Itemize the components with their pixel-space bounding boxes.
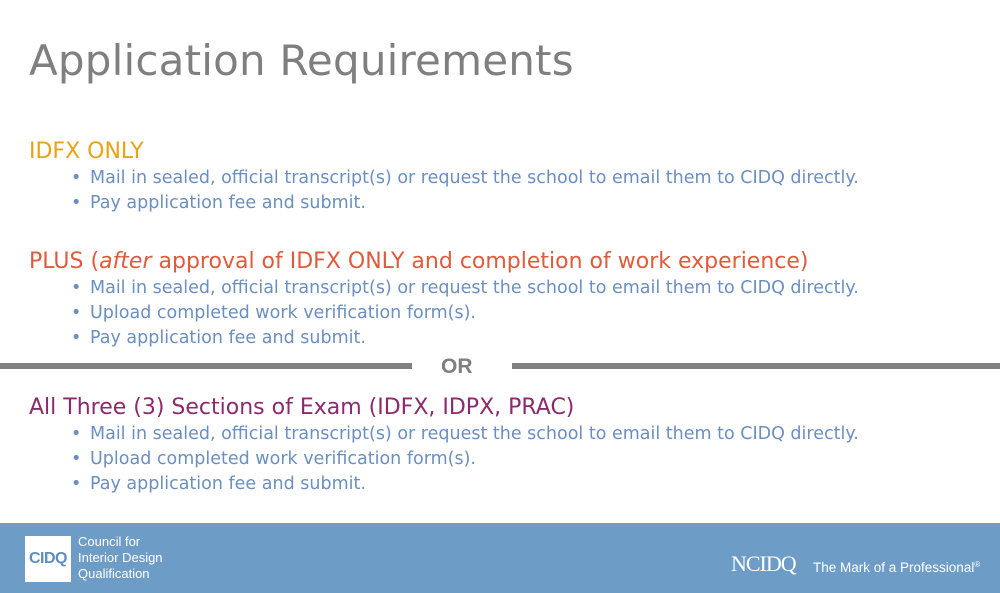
divider-line-right <box>512 363 1000 369</box>
page-title: Application Requirements <box>29 36 574 85</box>
footer-bar <box>0 523 1000 593</box>
section-heading: All Three (3) Sections of Exam (IDFX, IDPX, PRAC) <box>29 395 575 420</box>
bullet-list <box>29 422 859 497</box>
list-item: • Pay application fee and submit. <box>71 326 859 351</box>
list-item: • Mail in sealed, official transcript(s) or request the school to email them to CIDQ directly. <box>71 276 859 301</box>
cidq-logo <box>25 536 71 582</box>
list-item: • Pay application fee and submit. <box>71 472 859 497</box>
bullet-list <box>29 166 859 216</box>
tagline-text: The Mark of a Professional <box>813 560 975 575</box>
heading-emphasis: after <box>99 249 152 274</box>
ncidq-logo: NCIDQ <box>731 551 796 576</box>
section-plus <box>29 248 859 351</box>
section-heading <box>29 248 859 276</box>
cidq-line: Council for <box>78 534 141 549</box>
cidq-org-name <box>78 534 163 582</box>
registered-mark: ® <box>974 560 981 569</box>
heading-suffix: approval of IDFX ONLY and completion of work experience) <box>151 249 809 274</box>
heading-prefix: PLUS ( <box>29 249 100 274</box>
cidq-logo-text: CIDQ <box>29 550 67 567</box>
tagline <box>813 560 980 575</box>
or-label: OR <box>441 355 473 378</box>
list-item: • Mail in sealed, official transcript(s) or request the school to email them to CIDQ directly. <box>71 422 859 447</box>
list-item: • Upload completed work verification form(s). <box>71 301 859 326</box>
or-divider <box>0 355 1000 386</box>
section-all-three <box>29 394 859 497</box>
divider-line-left <box>0 363 412 369</box>
list-item: • Upload completed work verification form(s). <box>71 447 859 472</box>
cidq-line: Interior Design <box>78 550 163 565</box>
list-item: • Mail in sealed, official transcript(s) or request the school to email them to CIDQ directly. <box>71 166 859 191</box>
section-heading: IDFX ONLY <box>29 139 144 164</box>
section-idfx-only <box>29 138 859 216</box>
list-item: • Pay application fee and submit. <box>71 191 859 216</box>
bullet-list <box>29 276 859 351</box>
cidq-line: Qualification <box>78 566 150 581</box>
